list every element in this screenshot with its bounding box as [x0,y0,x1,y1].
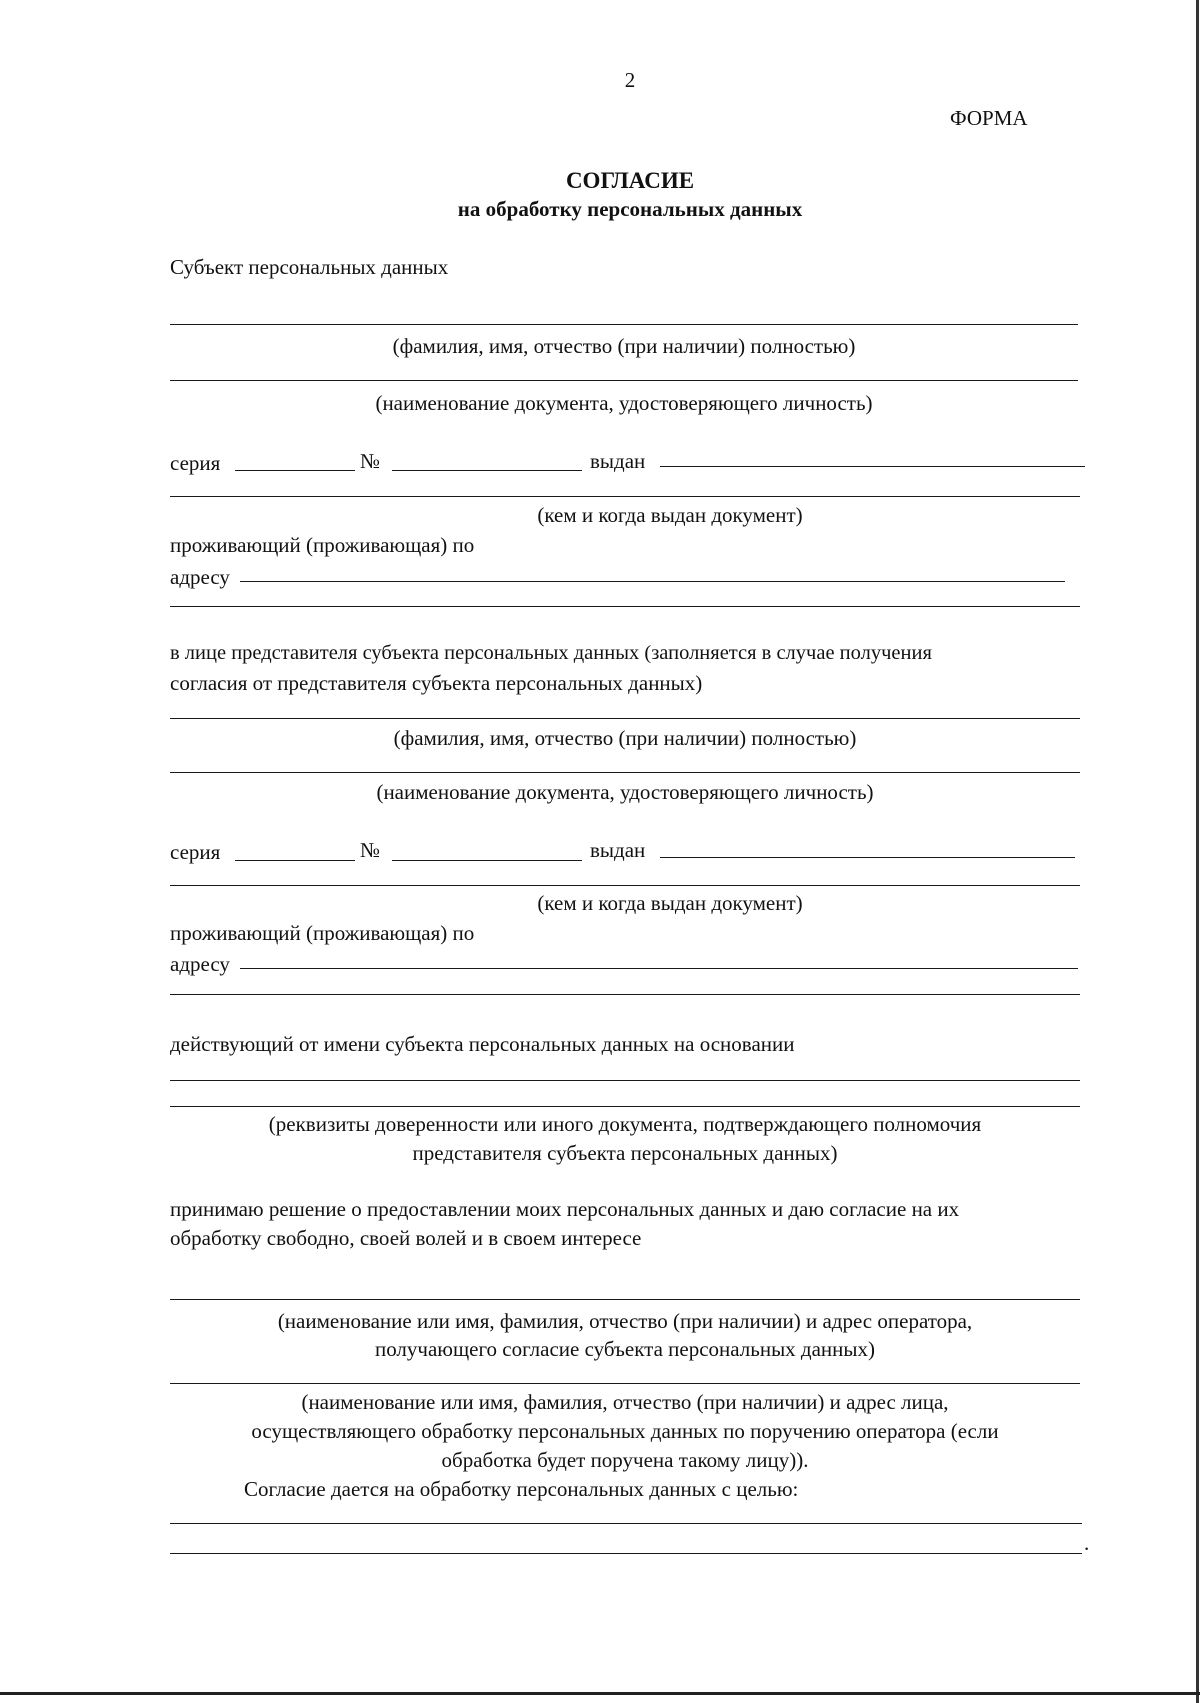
representative-basis-caption-line1: (реквизиты доверенности или иного документа, подтверждающего полномочия [268,1112,982,1136]
representative-issued-label: выдан [590,838,646,862]
representative-number-field[interactable] [392,860,582,861]
processor-field[interactable] [170,1383,1080,1384]
representative-basis-caption-line2: представителя субъекта персональных данных) [412,1141,838,1165]
decision-line1: принимаю решение о предоставлении моих персональных данных и даю согласие на их [170,1197,960,1221]
purpose-end-mark: . [1084,1531,1090,1555]
representative-basis-field-2[interactable] [170,1106,1080,1107]
subject-series-label: серия [170,451,221,475]
subject-address-field-2[interactable] [170,606,1080,607]
representative-intro-line1: в лице представителя субъекта персональных данных (заполняется в случае получения [170,642,932,664]
subject-issued-field[interactable] [660,466,1085,467]
scan-edge-right [1196,0,1199,1703]
operator-caption-line1: (наименование или имя, фамилия, отчество (при наличии) и адрес оператора, [277,1309,973,1333]
processor-caption-line3: обработка будет поручена такому лицу)). [441,1448,809,1472]
document-subtitle: на обработку персональных данных [457,197,803,221]
document-title: СОГЛАСИЕ [565,168,695,193]
subject-address-label: адресу [170,565,230,589]
subject-issued-caption: (кем и когда выдан документ) [537,503,803,527]
subject-number-field[interactable] [392,470,582,471]
representative-address-field[interactable] [240,968,1078,969]
representative-basis-text: действующий от имени субъекта персональных данных на основании [170,1032,795,1056]
representative-series-label: серия [170,840,221,864]
decision-line2: обработку свободно, своей волей и в своем интересе [170,1226,642,1250]
representative-issued-caption: (кем и когда выдан документ) [537,891,803,915]
purpose-field-2[interactable] [170,1553,1082,1554]
purpose-field[interactable] [170,1523,1082,1524]
subject-number-label: № [360,449,381,473]
representative-series-field[interactable] [235,860,355,861]
processor-caption-line1: (наименование или имя, фамилия, отчество (при наличии) и адрес лица, [301,1390,949,1414]
subject-residing-label: проживающий (проживающая) по [170,533,475,557]
representative-basis-field[interactable] [170,1080,1080,1081]
representative-issued-field[interactable] [660,857,1075,858]
subject-doc-field[interactable] [170,380,1078,381]
representative-doc-field[interactable] [170,772,1080,773]
subject-name-field[interactable] [170,324,1078,325]
representative-address-label: адресу [170,952,230,976]
operator-caption-line2: получающего согласие субъекта персональных данных) [374,1337,876,1361]
form-label: ФОРМА [950,106,1028,130]
subject-issued-label: выдан [590,449,646,473]
processor-caption-line2: осуществляющего обработку персональных данных по поручению оператора (если [251,1419,999,1443]
representative-name-field[interactable] [170,718,1080,719]
representative-number-label: № [360,838,381,862]
subject-issued-field-2[interactable] [170,496,1080,497]
page-number: 2 [624,68,636,92]
representative-name-caption: (фамилия, имя, отчество (при наличии) полностью) [393,726,857,750]
purpose-text: Согласие дается на обработку персональных данных с целью: [244,1477,799,1501]
representative-address-field-2[interactable] [170,994,1080,995]
subject-name-caption: (фамилия, имя, отчество (при наличии) полностью) [392,334,856,358]
representative-residing-label: проживающий (проживающая) по [170,921,475,945]
subject-intro: Субъект персональных данных [170,255,449,279]
scan-edge-bottom [0,1692,1200,1695]
operator-field[interactable] [170,1299,1080,1300]
subject-address-field[interactable] [240,581,1065,582]
representative-intro-line2: согласия от представителя субъекта персональных данных) [170,671,703,695]
representative-issued-field-2[interactable] [170,885,1080,886]
representative-doc-caption: (наименование документа, удостоверяющего личность) [376,780,874,804]
subject-series-field[interactable] [235,470,355,471]
subject-doc-caption: (наименование документа, удостоверяющего личность) [375,391,873,415]
